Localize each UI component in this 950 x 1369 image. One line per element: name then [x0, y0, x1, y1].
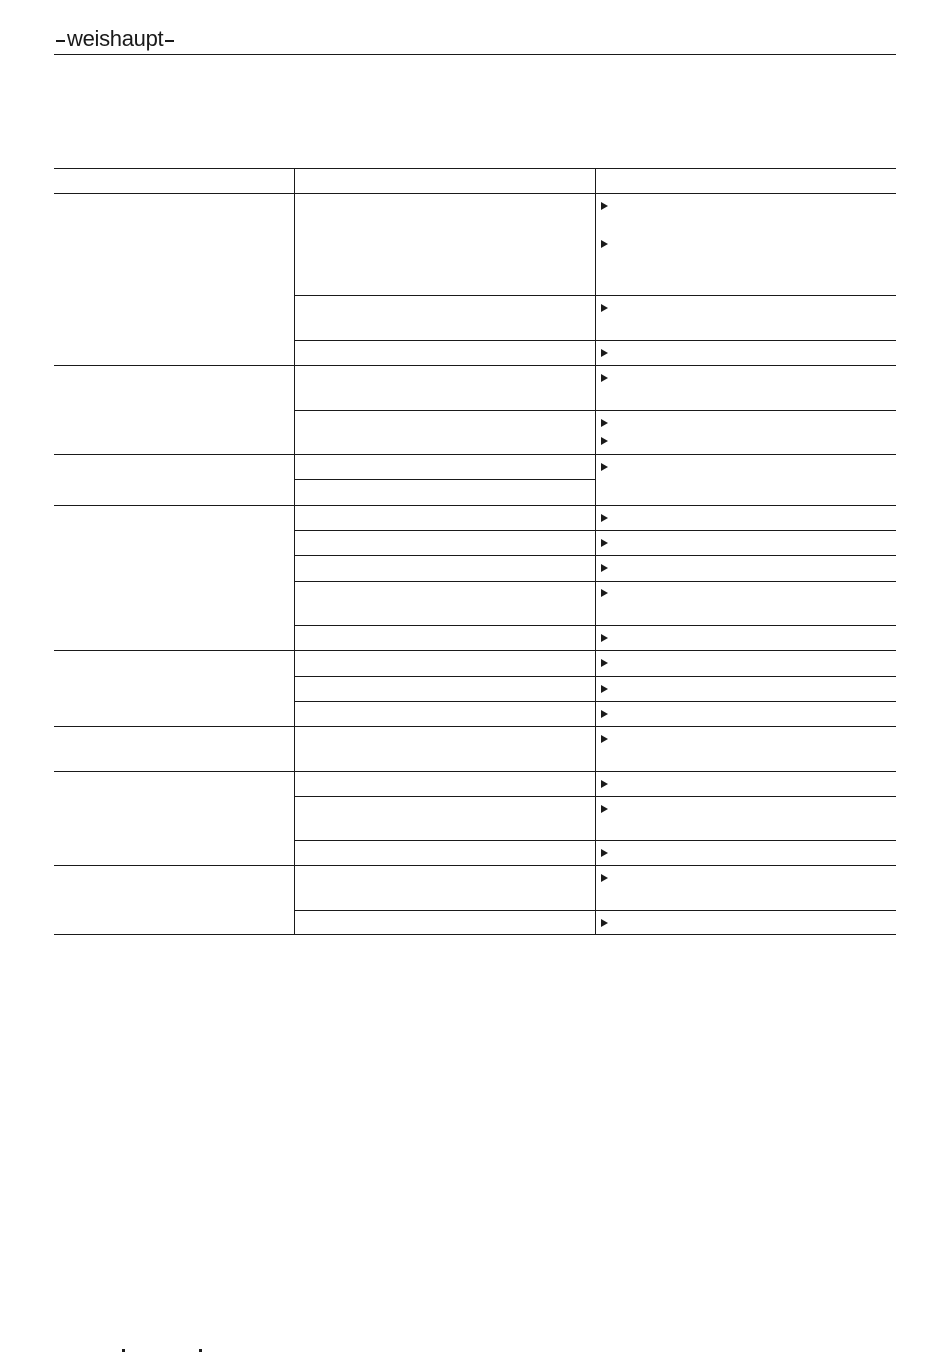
- bullet-arrow-icon: [601, 240, 608, 248]
- troubleshooting-table: [54, 168, 896, 935]
- weishaupt-logo: [54, 26, 176, 52]
- column-divider-1: [294, 168, 295, 935]
- bullet-arrow-icon: [601, 304, 608, 312]
- row-rule: [295, 796, 896, 797]
- row-rule: [295, 701, 896, 702]
- column-divider-2: [595, 168, 596, 935]
- bullet-arrow-icon: [601, 710, 608, 718]
- table-header-rule: [54, 193, 896, 194]
- row-rule: [295, 530, 896, 531]
- bullet-arrow-icon: [601, 463, 608, 471]
- bullet-arrow-icon: [601, 374, 608, 382]
- bullet-arrow-icon: [601, 419, 608, 427]
- group-rule: [54, 726, 896, 727]
- bullet-arrow-icon: [601, 634, 608, 642]
- group-rule: [54, 505, 896, 506]
- bullet-arrow-icon: [601, 589, 608, 597]
- table-top-rule: [54, 168, 896, 169]
- bullet-arrow-icon: [601, 539, 608, 547]
- row-rule: [295, 581, 896, 582]
- group-rule: [54, 365, 896, 366]
- bullet-arrow-icon: [601, 874, 608, 882]
- logo-dash-left: [56, 40, 65, 41]
- row-rule: [295, 340, 896, 341]
- footer-mark: [122, 1349, 125, 1352]
- footer-mark: [199, 1349, 202, 1352]
- row-rule: [295, 295, 896, 296]
- row-rule: [295, 625, 896, 626]
- bullet-arrow-icon: [601, 202, 608, 210]
- row-rule: [295, 676, 896, 677]
- bullet-arrow-icon: [601, 659, 608, 667]
- row-rule: [295, 479, 595, 480]
- bullet-arrow-icon: [601, 849, 608, 857]
- bullet-arrow-icon: [601, 564, 608, 572]
- logo-dash-right: [165, 40, 174, 41]
- row-rule: [295, 410, 896, 411]
- bullet-arrow-icon: [601, 437, 608, 445]
- row-rule: [295, 840, 896, 841]
- header-rule: [54, 54, 896, 55]
- bullet-arrow-icon: [601, 805, 608, 813]
- row-rule: [295, 555, 896, 556]
- row-rule: [295, 910, 896, 911]
- logo-wordmark: weishaupt: [67, 26, 164, 51]
- bullet-arrow-icon: [601, 735, 608, 743]
- group-rule: [54, 454, 896, 455]
- group-rule: [54, 650, 896, 651]
- group-rule: [54, 865, 896, 866]
- bullet-arrow-icon: [601, 780, 608, 788]
- bullet-arrow-icon: [601, 919, 608, 927]
- bullet-arrow-icon: [601, 514, 608, 522]
- group-rule: [54, 771, 896, 772]
- bullet-arrow-icon: [601, 685, 608, 693]
- bullet-arrow-icon: [601, 349, 608, 357]
- table-bottom-rule: [54, 934, 896, 935]
